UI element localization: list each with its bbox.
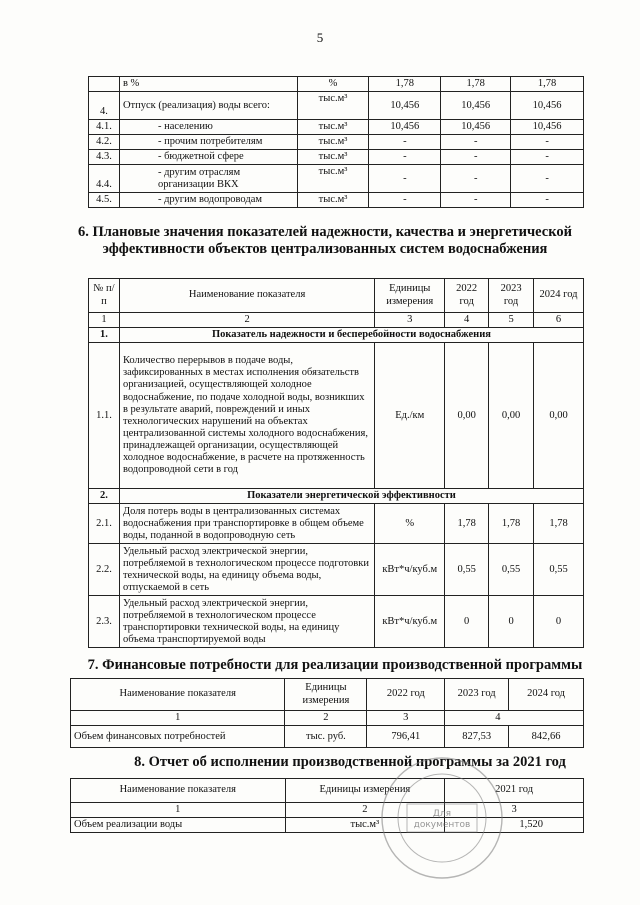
table-row xyxy=(89,120,584,135)
row-value: - xyxy=(441,165,511,193)
row-unit: тыс.м³ xyxy=(297,193,369,208)
row-unit: тыс. руб. xyxy=(285,726,367,748)
row-num: 4.2. xyxy=(89,135,120,150)
row-value: - xyxy=(369,193,441,208)
col-num: 2 xyxy=(285,711,367,726)
row-value: 1,78 xyxy=(369,77,441,92)
table-row xyxy=(89,544,584,596)
group-title: Показатель надежности и бесперебойности водоснабжения xyxy=(119,328,583,343)
col-num: 4 xyxy=(445,711,584,726)
header-row xyxy=(71,779,584,803)
row-name: Отпуск (реализация) воды всего: xyxy=(119,92,297,120)
section-8-title: 8. Отчет об исполнении производственной программы за 2021 год xyxy=(134,754,566,770)
col-num: 2 xyxy=(285,803,445,818)
table-row xyxy=(89,343,584,489)
row-value: 1,78 xyxy=(534,504,584,544)
row-value: 827,53 xyxy=(445,726,509,748)
header-name: Наименование показателя xyxy=(71,779,286,803)
table-row xyxy=(71,818,584,833)
header-year: 2024 год xyxy=(509,679,584,711)
group-num: 2. xyxy=(89,489,120,504)
row-value: 0,00 xyxy=(489,343,534,489)
row-value: 10,456 xyxy=(441,92,511,120)
section-7-title: 7. Финансовые потребности для реализации производственной программы xyxy=(87,657,583,673)
row-unit: тыс.м³ xyxy=(285,818,445,833)
row-unit: тыс.м³ xyxy=(297,92,369,120)
row-num: 4.5. xyxy=(89,193,120,208)
row-value: - xyxy=(511,193,584,208)
row-value: 1,78 xyxy=(489,504,534,544)
col-num: 5 xyxy=(489,313,534,328)
header-year: 2022 год xyxy=(367,679,445,711)
row-name: Удельный расход электрической энергии, потребляемой в технологическом процессе транспортировки технической воды, на единицу объема транспортируемой воды xyxy=(119,596,374,648)
row-value: - xyxy=(369,135,441,150)
row-name: Количество перерывов в подаче воды, зафиксированных в местах исполнения обязательств организацией, осуществляющей холодное водоснабжение, по подаче холодной воды, возникших в результате аварий, повреждений и иных технологических нарушений на объектах централизованной системы холодного водоснабжения, принадлежащей организации, осуществляющей холодное водоснабжение, в расчете на протяженность водопроводной сети в год xyxy=(119,343,374,489)
page-number: 5 xyxy=(316,30,324,45)
row-unit: тыс.м³ xyxy=(297,120,369,135)
table-row xyxy=(71,726,584,748)
header-num: № п/п xyxy=(89,279,120,313)
row-value: 1,78 xyxy=(441,77,511,92)
header-row xyxy=(89,279,584,313)
row-value: 0 xyxy=(489,596,534,648)
header-year: 2022 год xyxy=(445,279,489,313)
header-name: Наименование показателя xyxy=(119,279,374,313)
col-num: 1 xyxy=(71,803,286,818)
col-num: 2 xyxy=(119,313,374,328)
row-name: - населению xyxy=(119,120,297,135)
col-num: 3 xyxy=(375,313,445,328)
header-unit: Единицы измерения xyxy=(285,779,445,803)
row-value: - xyxy=(511,150,584,165)
row-value: 10,456 xyxy=(441,120,511,135)
row-value: 0 xyxy=(445,596,489,648)
row-name: в % xyxy=(119,77,297,92)
header-unit: Единицы измерения xyxy=(375,279,445,313)
table-row xyxy=(89,77,584,92)
row-value: 1,520 xyxy=(445,818,584,833)
row-name: - прочим потребителям xyxy=(119,135,297,150)
group-title: Показатели энергетической эффективности xyxy=(119,489,583,504)
table-row xyxy=(89,92,584,120)
execution-report-table xyxy=(70,778,584,833)
row-unit: Ед./км xyxy=(375,343,445,489)
row-value: 10,456 xyxy=(511,92,584,120)
row-num: 4.4. xyxy=(89,165,120,193)
row-unit: тыс.м³ xyxy=(297,135,369,150)
row-value: - xyxy=(441,193,511,208)
row-value: - xyxy=(441,150,511,165)
col-num: 6 xyxy=(534,313,584,328)
group-num: 1. xyxy=(89,328,120,343)
row-value: 10,456 xyxy=(511,120,584,135)
header-row xyxy=(71,679,584,711)
row-value: 0,00 xyxy=(534,343,584,489)
column-number-row xyxy=(71,803,584,818)
table-row xyxy=(89,193,584,208)
row-value: 1,78 xyxy=(445,504,489,544)
row-value: 0 xyxy=(534,596,584,648)
group-row xyxy=(89,328,584,343)
col-num: 4 xyxy=(445,313,489,328)
row-value: 0,00 xyxy=(445,343,489,489)
header-name: Наименование показателя xyxy=(71,679,285,711)
col-num: 1 xyxy=(89,313,120,328)
row-name: Объем финансовых потребностей xyxy=(71,726,285,748)
water-release-table xyxy=(88,76,584,208)
row-value: 0,55 xyxy=(534,544,584,596)
row-num: 2.3. xyxy=(89,596,120,648)
row-value: 10,456 xyxy=(369,92,441,120)
row-num: 4. xyxy=(89,92,120,120)
row-unit: тыс.м³ xyxy=(297,150,369,165)
row-value: - xyxy=(511,135,584,150)
row-value: 0,55 xyxy=(489,544,534,596)
row-num xyxy=(89,77,120,92)
row-num: 4.1. xyxy=(89,120,120,135)
header-unit: Единицы измерения xyxy=(285,679,367,711)
row-unit: % xyxy=(375,504,445,544)
col-num: 3 xyxy=(445,803,584,818)
financial-table xyxy=(70,678,584,748)
row-num: 2.2. xyxy=(89,544,120,596)
col-num: 3 xyxy=(367,711,445,726)
svg-text:Для: Для xyxy=(432,809,452,819)
row-value: - xyxy=(369,165,441,193)
header-year: 2021 год xyxy=(445,779,584,803)
row-unit: % xyxy=(297,77,369,92)
row-num: 2.1. xyxy=(89,504,120,544)
row-name: - другим отраслям организации ВКХ xyxy=(119,165,297,193)
row-value: - xyxy=(511,165,584,193)
svg-text:документов: документов xyxy=(413,820,471,830)
row-value: 796,41 xyxy=(367,726,445,748)
column-number-row xyxy=(89,313,584,328)
table-row xyxy=(89,165,584,193)
row-num: 1.1. xyxy=(89,343,120,489)
row-name: Объем реализации воды xyxy=(71,818,286,833)
row-name: Удельный расход электрической энергии, потребляемой в технологическом процессе подготовки технической воды, на единицу объема воды, отпускаемой в сеть xyxy=(119,544,374,596)
row-value: 842,66 xyxy=(509,726,584,748)
section-6-title: 6. Плановые значения показателей надежности, качества и энергетической эффективности объектов централизованных систем водоснабжения xyxy=(78,224,572,258)
row-name: - бюджетной сфере xyxy=(119,150,297,165)
header-year: 2024 год xyxy=(534,279,584,313)
row-value: 10,456 xyxy=(369,120,441,135)
column-number-row xyxy=(71,711,584,726)
header-year: 2023 год xyxy=(489,279,534,313)
table-row xyxy=(89,135,584,150)
header-year: 2023 год xyxy=(445,679,509,711)
row-name: Доля потерь воды в централизованных системах водоснабжения при транспортировке в общем объеме воды, поданной в водопроводную сеть xyxy=(119,504,374,544)
row-value: 1,78 xyxy=(511,77,584,92)
reliability-table xyxy=(88,278,584,648)
row-name: - другим водопроводам xyxy=(119,193,297,208)
row-unit: тыс.м³ xyxy=(297,165,369,193)
table-row xyxy=(89,596,584,648)
row-value: 0,55 xyxy=(445,544,489,596)
table-row xyxy=(89,150,584,165)
row-value: - xyxy=(369,150,441,165)
row-num: 4.3. xyxy=(89,150,120,165)
col-num: 1 xyxy=(71,711,285,726)
row-value: - xyxy=(441,135,511,150)
row-unit: кВт*ч/куб.м xyxy=(375,596,445,648)
row-unit: кВт*ч/куб.м xyxy=(375,544,445,596)
group-row xyxy=(89,489,584,504)
table-row xyxy=(89,504,584,544)
